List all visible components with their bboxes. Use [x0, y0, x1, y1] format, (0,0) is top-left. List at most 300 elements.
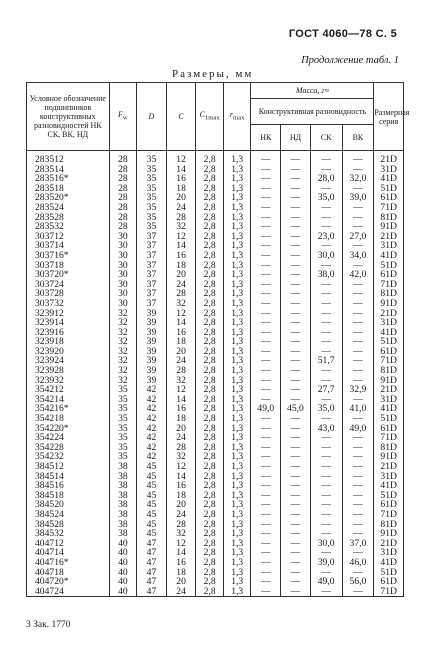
table-cell: 51D: [374, 261, 404, 271]
table-cell: —: [281, 289, 311, 299]
table-cell: 39: [137, 366, 167, 376]
table-cell: 354220*: [27, 424, 110, 434]
table-cell: 1,3: [223, 299, 251, 309]
table-cell: 2,8: [196, 481, 224, 491]
table-cell: —: [251, 539, 281, 549]
table-cell: —: [251, 587, 281, 597]
table-cell: 12: [166, 539, 196, 549]
table-cell: —: [281, 520, 311, 530]
table-cell: —: [310, 184, 342, 194]
table-cell: —: [251, 165, 281, 175]
table-cell: 35: [137, 174, 167, 184]
table-cell: 283516*: [27, 174, 110, 184]
table-cell: 42: [137, 414, 167, 424]
table-cell: 47: [137, 548, 167, 558]
table-cell: —: [281, 376, 311, 386]
table-cell: 39,0: [310, 558, 342, 568]
table-cell: 18: [166, 184, 196, 194]
table-cell: 24: [166, 587, 196, 597]
table-cell: 24: [166, 203, 196, 213]
table-cell: 2,8: [196, 500, 224, 510]
table-cell: 51D: [374, 414, 404, 424]
table-cell: 42: [137, 395, 167, 405]
table-cell: 404720*: [27, 577, 110, 587]
table-cell: —: [251, 568, 281, 578]
table-cell: 2,8: [196, 241, 224, 251]
table-cell: —: [310, 376, 342, 386]
table-cell: —: [281, 529, 311, 539]
table-cell: 31D: [374, 548, 404, 558]
table-cell: 28: [109, 213, 137, 223]
table-cell: —: [342, 500, 374, 510]
table-cell: —: [251, 174, 281, 184]
table-cell: 354224: [27, 433, 110, 443]
table-cell: —: [310, 510, 342, 520]
table-cell: 303732: [27, 299, 110, 309]
table-cell: —: [281, 366, 311, 376]
table-cell: —: [342, 587, 374, 597]
footer-note: 3 Зак. 1770: [26, 620, 71, 630]
table-cell: 81D: [374, 520, 404, 530]
table-cell: —: [281, 184, 311, 194]
table-cell: —: [281, 433, 311, 443]
table-cell: —: [342, 299, 374, 309]
table-cell: 32: [109, 318, 137, 328]
table-cell: —: [251, 151, 281, 165]
table-cell: 61D: [374, 424, 404, 434]
table-cell: 1,3: [223, 318, 251, 328]
table-cell: —: [251, 222, 281, 232]
table-cell: —: [251, 337, 281, 347]
table-cell: 37: [137, 241, 167, 251]
table-cell: 45: [137, 529, 167, 539]
table-cell: 28: [109, 174, 137, 184]
table-cell: 323918: [27, 337, 110, 347]
table-cell: 37: [137, 270, 167, 280]
table-cell: 14: [166, 395, 196, 405]
table-cell: 303724: [27, 280, 110, 290]
table-cell: —: [281, 309, 311, 319]
table-cell: —: [281, 443, 311, 453]
table-cell: 14: [166, 241, 196, 251]
table-cell: 32: [166, 376, 196, 386]
table-cell: 39,0: [342, 193, 374, 203]
table-cell: 37: [137, 280, 167, 290]
table-cell: 2,8: [196, 356, 224, 366]
table-cell: 42: [137, 443, 167, 453]
table-cell: 1,3: [223, 558, 251, 568]
table-cell: 2,8: [196, 424, 224, 434]
table-cell: 31D: [374, 472, 404, 482]
table-cell: 323928: [27, 366, 110, 376]
table-cell: 1,3: [223, 270, 251, 280]
table-cell: 323912: [27, 309, 110, 319]
table-cell: —: [251, 529, 281, 539]
table-cell: —: [251, 184, 281, 194]
table-cell: 2,8: [196, 203, 224, 213]
table-cell: —: [342, 241, 374, 251]
table-cell: 32: [166, 299, 196, 309]
table-cell: —: [281, 414, 311, 424]
table-cell: —: [342, 261, 374, 271]
header-mass: Масса, г≈: [251, 83, 374, 99]
table-cell: 28: [166, 213, 196, 223]
table-cell: —: [342, 222, 374, 232]
table-cell: 35: [137, 184, 167, 194]
table-cell: 31D: [374, 395, 404, 405]
table-cell: 71D: [374, 356, 404, 366]
table-cell: —: [342, 491, 374, 501]
table-cell: 2,8: [196, 151, 224, 165]
table-cell: 37: [137, 261, 167, 271]
table-cell: 2,8: [196, 529, 224, 539]
table-cell: 51D: [374, 568, 404, 578]
table-cell: 14: [166, 472, 196, 482]
table-cell: 30,0: [310, 539, 342, 549]
table-cell: 49,0: [342, 424, 374, 434]
table-cell: 61D: [374, 193, 404, 203]
table-cell: 35: [137, 213, 167, 223]
table-cell: —: [310, 222, 342, 232]
table-cell: —: [342, 433, 374, 443]
table-cell: 2,8: [196, 270, 224, 280]
table-cell: 16: [166, 328, 196, 338]
header-designation: Условное обозначение подшипников конструктивных разновидностей НК СК, ВК, НД: [27, 83, 110, 151]
header-variety: Конструктивная разновидность: [251, 99, 374, 125]
table-cell: —: [251, 452, 281, 462]
table-cell: 20: [166, 193, 196, 203]
table-cell: 303714: [27, 241, 110, 251]
table-cell: 39: [137, 328, 167, 338]
table-cell: 45: [137, 491, 167, 501]
table-cell: 40: [109, 568, 137, 578]
table-cell: 354212: [27, 385, 110, 395]
table-cell: 1,3: [223, 462, 251, 472]
table-cell: —: [342, 529, 374, 539]
table-cell: 81D: [374, 289, 404, 299]
table-cell: 30: [109, 241, 137, 251]
table-cell: —: [251, 500, 281, 510]
table-cell: 1,3: [223, 510, 251, 520]
table-cell: 30,0: [310, 251, 342, 261]
table-cell: 28: [109, 184, 137, 194]
table-cell: —: [310, 203, 342, 213]
table-cell: —: [281, 577, 311, 587]
table-cell: 2,8: [196, 232, 224, 242]
table-cell: 2,8: [196, 174, 224, 184]
header-series: Размерная серия: [374, 83, 404, 151]
table-cell: 47: [137, 568, 167, 578]
table-cell: 283528: [27, 213, 110, 223]
table-cell: —: [342, 414, 374, 424]
table-cell: 42: [137, 452, 167, 462]
table-cell: —: [310, 328, 342, 338]
table-cell: 303712: [27, 232, 110, 242]
table-cell: 71D: [374, 510, 404, 520]
table-cell: —: [310, 165, 342, 175]
table-cell: 404724: [27, 587, 110, 597]
table-cell: 38,0: [310, 270, 342, 280]
table-cell: 2,8: [196, 213, 224, 223]
table-cell: 283520*: [27, 193, 110, 203]
table-cell: 40: [109, 577, 137, 587]
table-cell: 323916: [27, 328, 110, 338]
table-cell: 2,8: [196, 376, 224, 386]
table-cell: 32: [109, 347, 137, 357]
header-nk: НК: [251, 125, 281, 151]
table-cell: —: [251, 328, 281, 338]
table-cell: —: [281, 462, 311, 472]
table-cell: 303718: [27, 261, 110, 271]
table-cell: 1,3: [223, 165, 251, 175]
table-cell: 14: [166, 318, 196, 328]
table-cell: 51D: [374, 184, 404, 194]
table-cell: 45: [137, 500, 167, 510]
table-cell: 47: [137, 587, 167, 597]
table-cell: 39: [137, 318, 167, 328]
table-cell: 35: [137, 193, 167, 203]
table-cell: 283518: [27, 184, 110, 194]
table-cell: 32: [166, 222, 196, 232]
table-cell: 1,3: [223, 424, 251, 434]
table-cell: 2,8: [196, 347, 224, 357]
table-cell: —: [310, 347, 342, 357]
table-cell: 1,3: [223, 491, 251, 501]
table-cell: 51D: [374, 491, 404, 501]
table-cell: 1,3: [223, 366, 251, 376]
table-cell: 12: [166, 462, 196, 472]
table-cell: 51D: [374, 337, 404, 347]
table-cell: 20: [166, 424, 196, 434]
table-cell: —: [310, 548, 342, 558]
table-cell: 42: [137, 404, 167, 414]
table-cell: 81D: [374, 366, 404, 376]
table-cell: —: [310, 414, 342, 424]
table-cell: 32: [166, 529, 196, 539]
table-cell: —: [310, 491, 342, 501]
table-cell: 45: [137, 510, 167, 520]
table-cell: 47: [137, 539, 167, 549]
table-cell: 41D: [374, 558, 404, 568]
table-cell: 38: [109, 481, 137, 491]
table-cell: —: [251, 414, 281, 424]
table-cell: —: [251, 577, 281, 587]
table-cell: 1,3: [223, 241, 251, 251]
table-cell: 2,8: [196, 193, 224, 203]
table-cell: 39: [137, 309, 167, 319]
table-cell: —: [251, 443, 281, 453]
table-cell: —: [310, 433, 342, 443]
table-cell: 37: [137, 251, 167, 261]
table-cell: 28: [109, 165, 137, 175]
table-cell: 38: [109, 500, 137, 510]
table-cell: —: [342, 328, 374, 338]
table-cell: —: [281, 222, 311, 232]
table-cell: 32: [109, 337, 137, 347]
table-cell: —: [281, 270, 311, 280]
table-cell: 2,8: [196, 558, 224, 568]
table-cell: —: [281, 510, 311, 520]
table-cell: —: [281, 151, 311, 165]
table-cell: 21D: [374, 309, 404, 319]
sizes-title: Размеры, мм: [172, 68, 254, 80]
table-cell: 40: [109, 558, 137, 568]
table-cell: 384524: [27, 510, 110, 520]
table-cell: 1,3: [223, 539, 251, 549]
table-cell: 35: [109, 395, 137, 405]
table-cell: 2,8: [196, 280, 224, 290]
table-cell: 41D: [374, 328, 404, 338]
table-cell: 32: [109, 356, 137, 366]
table-cell: 1,3: [223, 433, 251, 443]
table-cell: 37: [137, 299, 167, 309]
table-cell: 35: [109, 433, 137, 443]
table-cell: 1,3: [223, 203, 251, 213]
table-cell: —: [251, 366, 281, 376]
table-cell: —: [251, 347, 281, 357]
table-cell: —: [281, 558, 311, 568]
table-cell: 35: [137, 151, 167, 165]
table-cell: 2,8: [196, 433, 224, 443]
table-cell: —: [310, 472, 342, 482]
table-cell: 91D: [374, 376, 404, 386]
table-cell: 354228: [27, 443, 110, 453]
table-cell: 31D: [374, 165, 404, 175]
table-cell: 2,8: [196, 568, 224, 578]
table-cell: 39: [137, 356, 167, 366]
table-cell: 323924: [27, 356, 110, 366]
table-cell: —: [281, 472, 311, 482]
table-cell: 28,0: [310, 174, 342, 184]
table-cell: —: [342, 443, 374, 453]
table-cell: 35,0: [310, 404, 342, 414]
table-cell: 2,8: [196, 539, 224, 549]
table-cell: 21D: [374, 539, 404, 549]
table-cell: 35: [109, 424, 137, 434]
table-cell: 37,0: [342, 539, 374, 549]
table-cell: —: [251, 481, 281, 491]
table-cell: 1,3: [223, 376, 251, 386]
table-cell: 31D: [374, 241, 404, 251]
table-cell: 61D: [374, 500, 404, 510]
table-cell: —: [281, 232, 311, 242]
table-cell: 12: [166, 151, 196, 165]
table-cell: 1,3: [223, 500, 251, 510]
table-cell: 384516: [27, 481, 110, 491]
table-cell: 21D: [374, 385, 404, 395]
table-cell: 61D: [374, 270, 404, 280]
table-cell: 1,3: [223, 151, 251, 165]
header-c: C: [166, 83, 196, 151]
table-row: [27, 151, 404, 165]
table-cell: —: [310, 241, 342, 251]
table-cell: —: [281, 213, 311, 223]
table-cell: 35,0: [310, 193, 342, 203]
table-cell: —: [310, 587, 342, 597]
table-cell: 1,3: [223, 289, 251, 299]
table-cell: 35: [137, 222, 167, 232]
table-cell: 2,8: [196, 309, 224, 319]
table-cell: 2,8: [196, 510, 224, 520]
table-cell: —: [281, 165, 311, 175]
table-cell: 30: [109, 232, 137, 242]
table-cell: 47: [137, 577, 167, 587]
table-cell: 30: [109, 251, 137, 261]
table-cell: 27,0: [342, 232, 374, 242]
table-cell: 42: [137, 433, 167, 443]
table-cell: 2,8: [196, 414, 224, 424]
table-cell: 39: [137, 376, 167, 386]
table-cell: —: [281, 548, 311, 558]
table-cell: —: [310, 568, 342, 578]
table-cell: —: [251, 213, 281, 223]
table-cell: —: [251, 193, 281, 203]
header-nd: НД: [281, 125, 311, 151]
table-cell: 2,8: [196, 337, 224, 347]
table-cell: 1,3: [223, 577, 251, 587]
table-cell: 20: [166, 347, 196, 357]
table-cell: 37: [137, 289, 167, 299]
table-cell: 49,0: [310, 577, 342, 587]
table-cell: 2,8: [196, 395, 224, 405]
table-cell: 354232: [27, 452, 110, 462]
table-cell: —: [310, 443, 342, 453]
table-cell: 41D: [374, 251, 404, 261]
table-cell: 354216*: [27, 404, 110, 414]
continuation-label: Продолжение табл. 1: [301, 55, 399, 66]
table-cell: —: [310, 500, 342, 510]
table-cell: 71D: [374, 203, 404, 213]
table-cell: —: [342, 481, 374, 491]
table-cell: —: [342, 520, 374, 530]
table-cell: 24: [166, 433, 196, 443]
table-cell: —: [310, 309, 342, 319]
bearing-table: [26, 82, 410, 597]
table-cell: 28: [109, 203, 137, 213]
table-cell: —: [281, 328, 311, 338]
table-cell: 1,3: [223, 443, 251, 453]
table-cell: —: [342, 356, 374, 366]
table-cell: 1,3: [223, 356, 251, 366]
table-cell: 2,8: [196, 452, 224, 462]
table-cell: —: [251, 395, 281, 405]
table-cell: —: [281, 261, 311, 271]
header-rmax: $r_{max}$: [223, 83, 251, 151]
table-cell: 1,3: [223, 261, 251, 271]
table-cell: —: [251, 318, 281, 328]
table-cell: 303720*: [27, 270, 110, 280]
table-cell: 43,0: [310, 424, 342, 434]
table-cell: 41D: [374, 481, 404, 491]
table-cell: —: [251, 376, 281, 386]
table-cell: 38: [109, 472, 137, 482]
table-cell: —: [342, 203, 374, 213]
table-cell: 42,0: [342, 270, 374, 280]
table-cell: 1,3: [223, 472, 251, 482]
table-cell: 16: [166, 251, 196, 261]
table-cell: 61D: [374, 577, 404, 587]
table-cell: 35: [109, 452, 137, 462]
table-cell: 1,3: [223, 395, 251, 405]
table-cell: —: [281, 491, 311, 501]
table-cell: 32: [109, 366, 137, 376]
table-cell: 2,8: [196, 299, 224, 309]
table-cell: 2,8: [196, 251, 224, 261]
table-cell: 24: [166, 356, 196, 366]
table-cell: 35: [137, 165, 167, 175]
table-cell: 38: [109, 510, 137, 520]
table-cell: 28: [166, 520, 196, 530]
